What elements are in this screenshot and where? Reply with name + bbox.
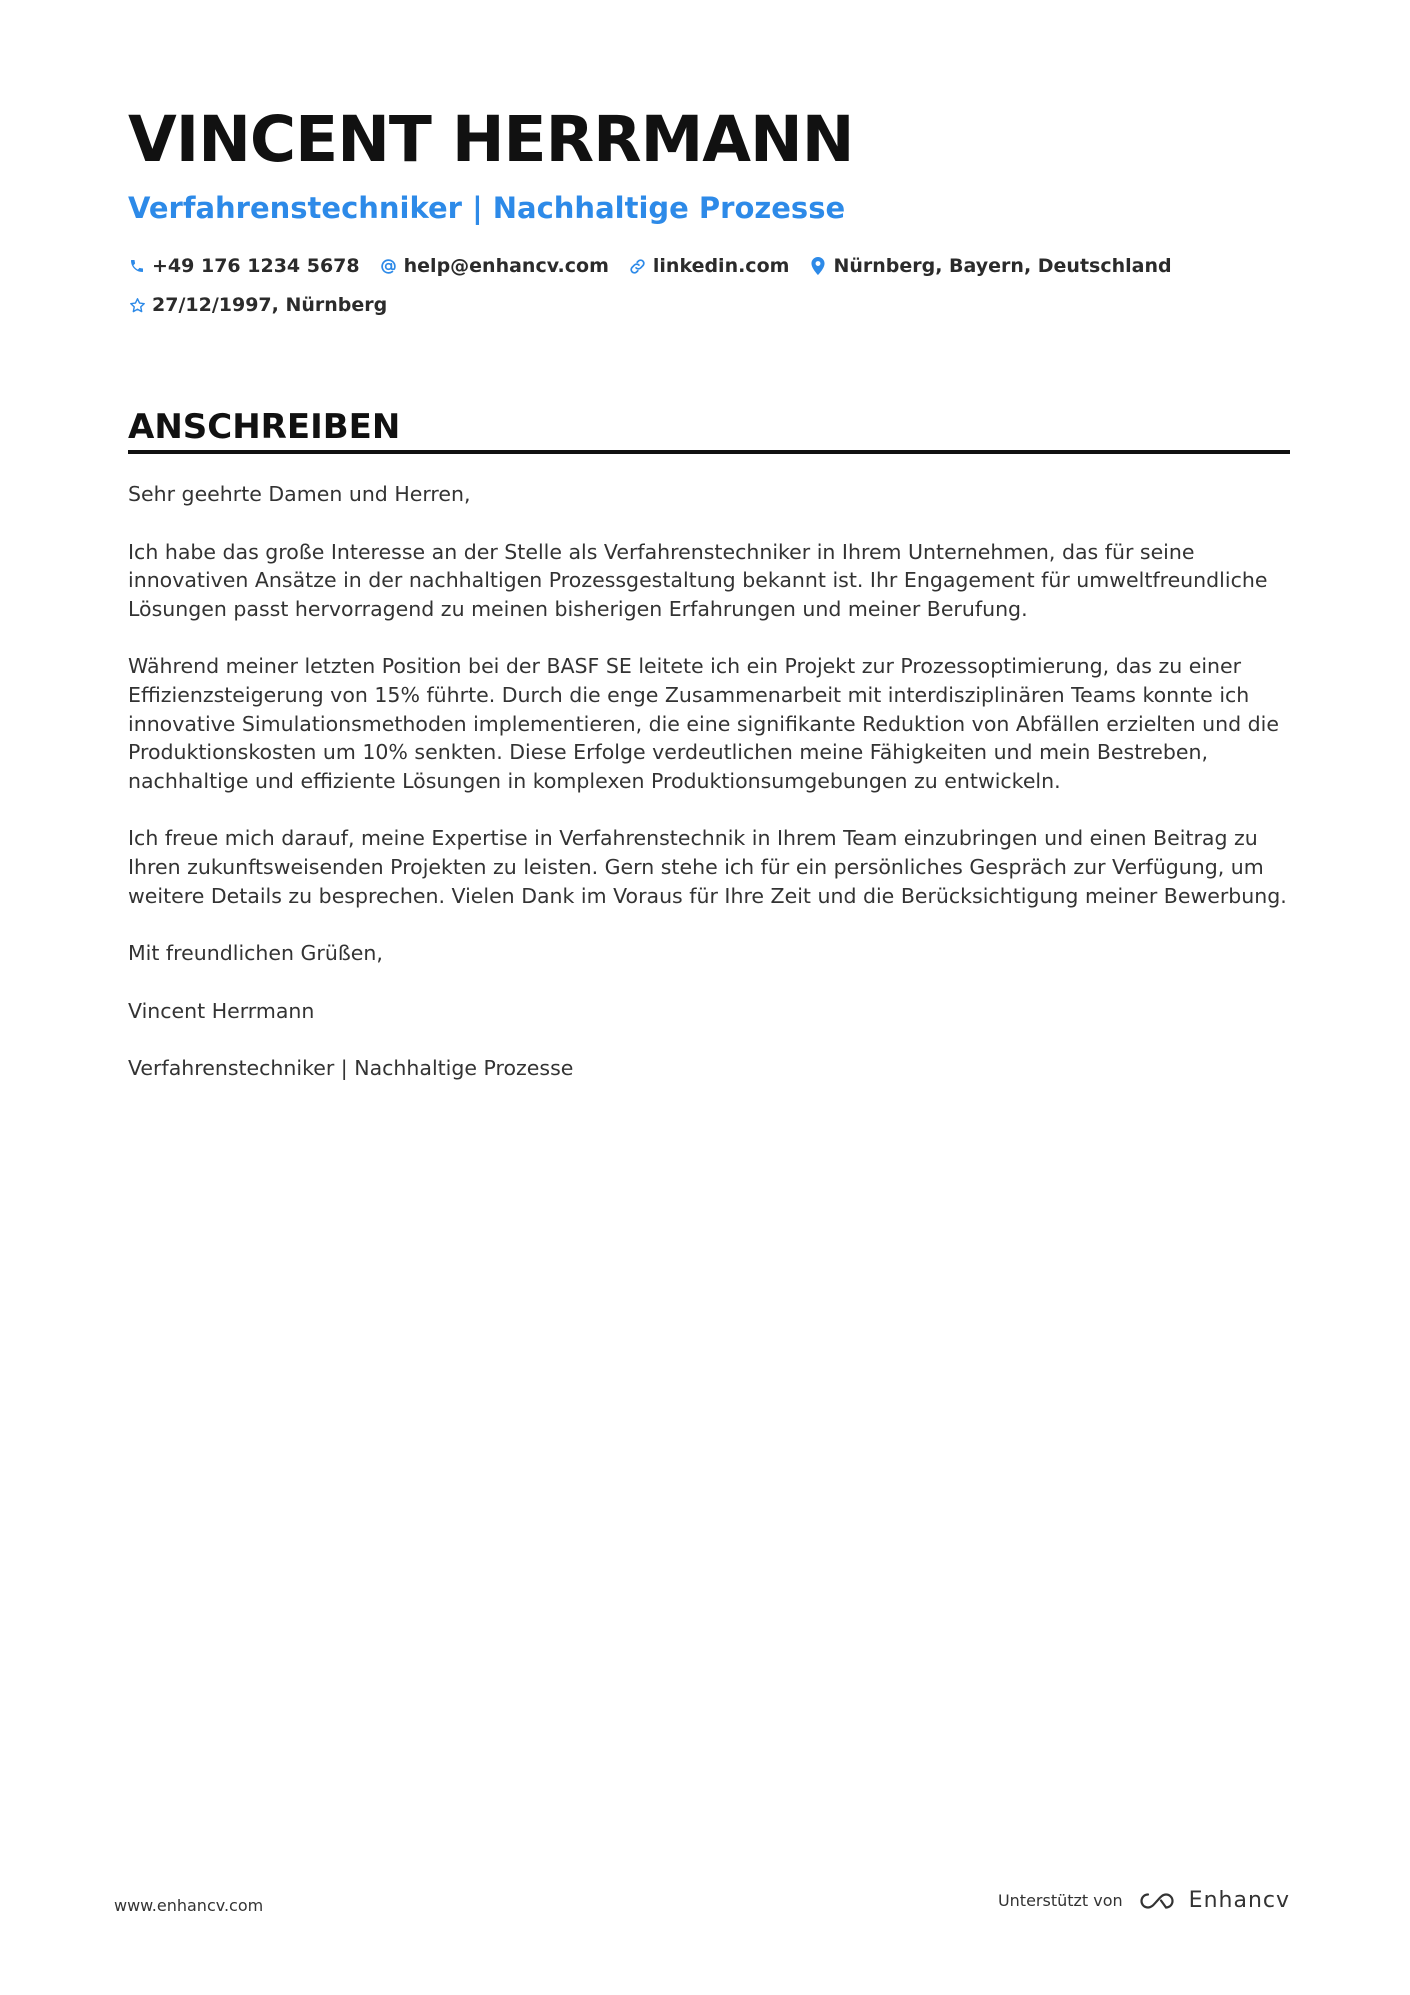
letter-paragraph: Während meiner letzten Position bei der BASF SE leitete ich ein Projekt zur Prozessoptimierung, das zu einer Effizienzsteigerung von 15% führte. Durch die enge Zusammenarbeit mit interdisziplinären Teams konnte ich innovative Simulationsmethoden implementieren, die eine signifikante Reduktion von Abfällen erzielten und die Produktionskosten um 10% senkten. Diese Erfolge verdeutlichen meine Fähigkeiten und mein Bestreben, nachhaltige und effiziente Lösungen in komplexen Produktionsumgebungen zu entwickeln. [128,654,1279,793]
letter-body [128,480,1290,1112]
section-title: ANSCHREIBEN [128,407,401,447]
letter-closing: Mit freundlichen Grüßen, [128,941,383,966]
enhancv-logo-icon [1135,1889,1179,1913]
applicant-headline: Verfahrenstechniker | Nachhaltige Prozesse [128,191,846,225]
map-pin-icon [809,257,827,275]
applicant-name: VINCENT HERRMANN [128,103,854,176]
letter-paragraph: Ich habe das große Interesse an der Stelle als Verfahrenstechniker in Ihrem Unternehmen, das für seine innovativen Ansätze in der nachhaltigen Prozessgestaltung bekannt ist. Ihr Engagement für umweltfreundliche Lösungen passt hervorragend zu meinen bisherigen Erfahrungen und meiner Berufung. [128,539,1268,621]
contact-birth [128,294,387,316]
footer-brand-name: Enhancv [1188,1888,1290,1913]
footer-branding[interactable] [998,1888,1290,1913]
contact-email[interactable] [380,255,609,277]
contact-linkedin[interactable] [629,255,790,277]
letter-signature-title: Verfahrenstechniker | Nachhaltige Prozesse [128,1056,574,1081]
letter-signature-name: Vincent Herrmann [128,998,315,1023]
contact-phone [128,255,360,277]
letter-paragraph: Ich freue mich darauf, meine Expertise in Verfahrenstechnik in Ihrem Team einzubringen und einen Beitrag zu Ihren zukunftsweisenden Projekten zu leisten. Gern stehe ich für ein persönliches Gespräch zur Verfügung, um weitere Details zu besprechen. Vielen Dank im Voraus für Ihre Zeit und die Berücksichtigung meiner Bewerbung. [128,826,1287,908]
contact-email-text: help@enhancv.com [403,255,609,277]
at-icon [380,257,398,275]
footer-website-link[interactable]: www.enhancv.com [114,1896,264,1915]
contact-row-primary [128,255,1192,277]
letter-salutation: Sehr geehrte Damen und Herren, [128,482,471,506]
section-divider [128,450,1290,454]
link-icon [629,257,647,275]
star-icon [128,296,146,314]
contact-location [809,255,1171,277]
contact-row-secondary [128,294,407,316]
contact-linkedin-text: linkedin.com [652,255,790,277]
contact-birth-text: 27/12/1997, Nürnberg [152,294,388,316]
phone-icon [128,257,146,275]
footer-powered-by: Unterstützt von [997,1891,1123,1910]
contact-phone-text: +49 176 1234 5678 [152,255,360,277]
contact-location-text: Nürnberg, Bayern, Deutschland [833,255,1172,277]
